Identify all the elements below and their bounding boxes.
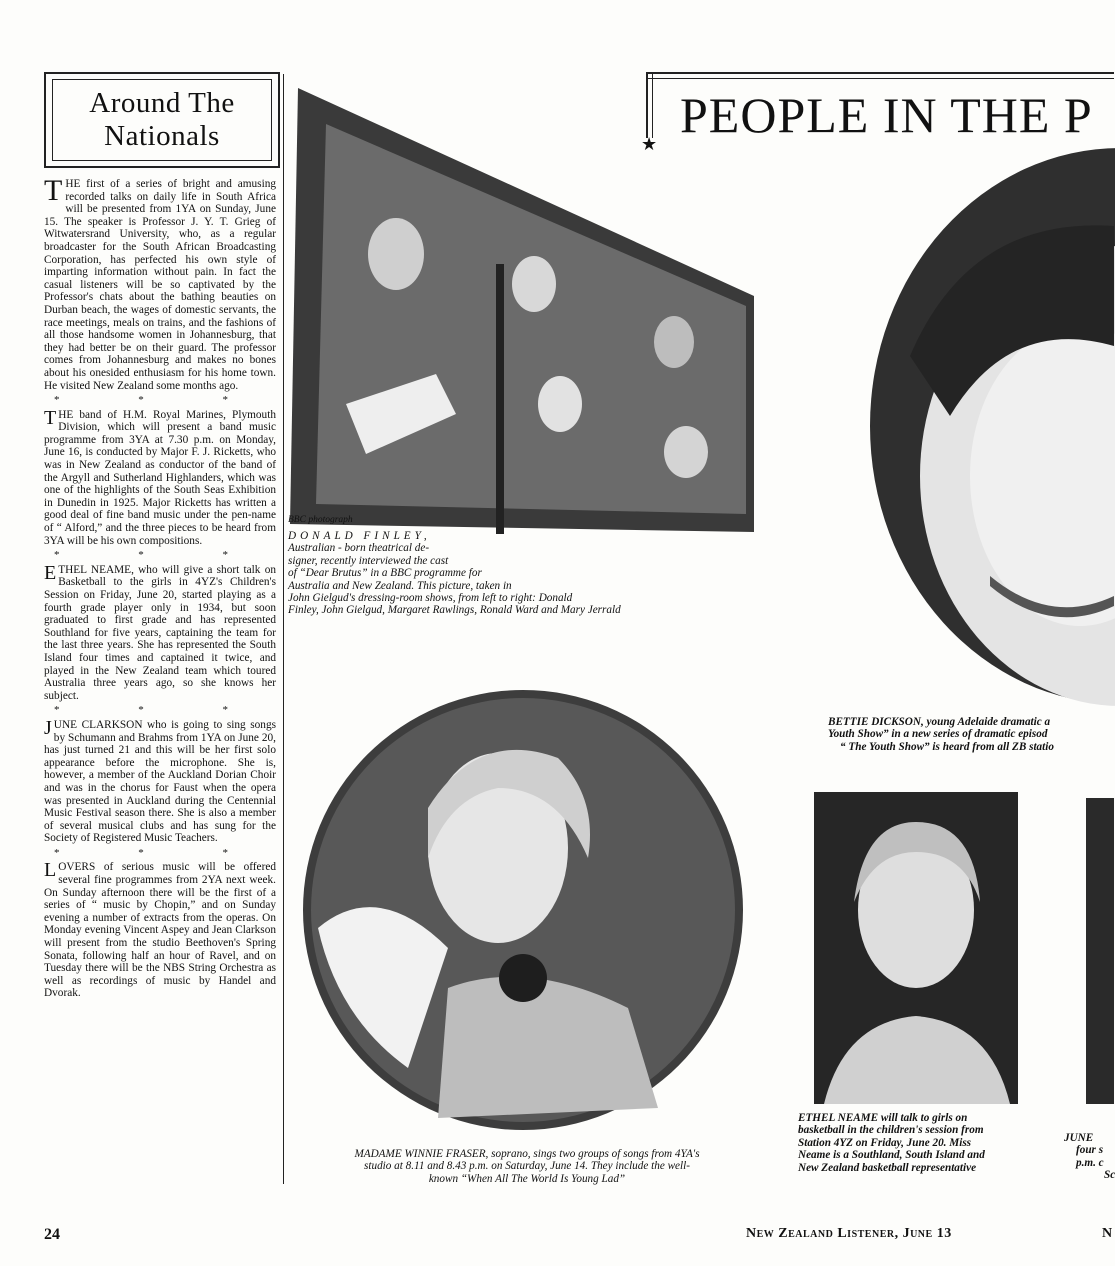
masthead-fragment: N: [1102, 1226, 1113, 1241]
column-heading-box: [44, 72, 280, 168]
caption-line: four s: [1076, 1144, 1104, 1157]
caption-line: JUNE: [1064, 1132, 1094, 1144]
caption-line: Australia and New Zealand. This picture, taken in: [288, 579, 512, 592]
column-item-2: [44, 406, 276, 548]
portrait-ethel-neame: [814, 792, 1018, 1104]
caption-line: Youth Show” in a new series of dramatic episod: [828, 728, 1048, 741]
separator: * * *: [54, 704, 266, 717]
page-title: PEOPLE IN THE P: [680, 87, 1093, 143]
portrait-june-clarkson: [1086, 798, 1114, 1104]
caption-line: basketball in the children's session from: [798, 1124, 984, 1137]
column-item-1: [44, 174, 276, 392]
caption-line: Finley, John Gielgud, Margaret Rawlings, Ronald Ward and Mary Jerrald: [288, 604, 621, 617]
column-body: [44, 174, 276, 1000]
column-divider: [283, 74, 284, 1184]
caption-line: of “Dear Brutus” in a BBC programme for: [288, 567, 482, 580]
drop-cap: T: [44, 406, 57, 429]
caption-line: Australian - born theatrical de-: [288, 542, 430, 555]
drop-cap: L: [44, 859, 57, 882]
column-heading-line1: Around The: [89, 87, 235, 119]
caption-line: ETHEL NEAME will talk to girls on: [798, 1112, 968, 1124]
drop-cap: J: [44, 716, 52, 739]
portrait-bettie-dickson: [850, 156, 1114, 706]
bettie-caption: [828, 716, 1114, 753]
group-photo: [286, 84, 756, 534]
separator: * * *: [54, 549, 266, 562]
caption-line: Sc: [1104, 1169, 1115, 1182]
caption-line: BETTIE DICKSON, young Adelaide dramatic a: [828, 716, 1051, 728]
column-item-5: [44, 861, 276, 1000]
caption-line: New Zealand basketball representative: [798, 1161, 977, 1174]
separator: * * *: [54, 394, 266, 407]
caption-line: p.m. c: [1076, 1156, 1104, 1169]
masthead: New Zealand Listener, June 13: [746, 1226, 952, 1241]
fraser-caption: [292, 1148, 762, 1185]
item-text: UNE CLARKSON who is going to sing songs by Schumann and Brahms from 1YA on June 20, has just turned 21 and this will be her first solo appearance before the microphone. She is, however, a member of the Auckland Dorian Choir and was in the chorus for Faust when the opera was presented in Auckland during the Centennial Music Festival season there. She is also a member of several musical clubs and has sung for the Society of Registered Music Teachers.: [44, 718, 276, 845]
caption-line: known “When All The World Is Young Lad”: [428, 1172, 626, 1185]
column-heading-line2: Nationals: [104, 120, 220, 152]
drop-cap: E: [44, 561, 57, 584]
column-item-3: [44, 561, 276, 703]
star-ornament: ★: [641, 134, 658, 154]
column-item-4: [44, 716, 276, 845]
caption-line: “ The Youth Show” is heard from all ZB statio: [840, 740, 1054, 753]
item-text: HE first of a series of bright and amusing recorded talks on daily life in South Africa will be presented from 1YA on Sunday, June 15. The speaker is Professor J. Y. T. Grieg of Witwatersrand University, who, as a regular broadcaster for the South African Broadcasting Corporation, has perfected his own style of imparting information without pain. In fact the casual listeners will be so captivated by the Professor's chats about the bathing beauties on Durban beach, the wages of domestic servants, the race meetings, meals on trains, and the fashions of all those handsome women in Johannesburg, that they had better be on their guard. The professor comes from Johannesburg and makes no bones about his onesided enthusiasm for his home town. He visited New Zealand some months ago.: [44, 178, 276, 392]
caption-line: Neame is a Southland, South Island and: [798, 1149, 985, 1162]
june-caption: [1064, 1132, 1114, 1182]
separator: * * *: [54, 846, 266, 859]
item-text: THEL NEAME, who will give a short talk on Basketball to the girls in 4YZ's Children's Session on Friday, June 20, started playing as a fourth grade player only in 1934, but soon graduated to first grade and has represented Southland for five years, captaining the team for the last three years. She has represented the South Island four times and captained it twice, and played in the New Zealand team which toured Australia three years ago, so she knows her subject.: [44, 563, 276, 702]
item-text: HE band of H.M. Royal Marines, Plymouth Division, which will present a band music programme from 3YA at 7.30 p.m. on Monday, June 16, is conducted by Major F. J. Ricketts, who was in New Zealand as conductor of the band of the Argyll and Sutherland Highlanders, which was one of the highlights of the South Seas Exhibition in Dunedin in 1925. Major Ricketts has written a good deal of fine band music under the pen-name of “ Alford,” and the three pieces to be heard from 3YA will be his own compositions.: [44, 408, 276, 547]
neame-caption: [798, 1112, 1038, 1174]
caption-line: John Gielgud's dressing-room shows, from left to right: Donald: [288, 592, 573, 605]
caption-line: MADAME WINNIE FRASER, soprano, sings two groups of songs from 4YA's: [354, 1148, 700, 1160]
caption-line: studio at 8.11 and 8.43 p.m. on Saturday, June 14. They include the well-: [364, 1160, 690, 1173]
title-frame: [646, 72, 1114, 79]
caption-name: DONALD FINLEY,: [288, 530, 431, 542]
page-number: 24: [44, 1226, 60, 1243]
caption-line: signer, recently interviewed the cast: [288, 554, 449, 567]
drop-cap: T: [44, 174, 63, 207]
caption-line: Station 4YZ on Friday, June 20. Miss: [798, 1136, 972, 1149]
portrait-winnie-fraser: [298, 688, 748, 1138]
group-photo-caption: [288, 530, 728, 617]
item-text: OVERS of serious music will be offered several fine programmes from 2YA next week. On Sunday afternoon there will be the first of a series of “ music by Chopin,” and on Sunday evening a number of extracts from the operas. On Monday evening Vincent Aspey and Jean Clarkson will present from the studio Beethoven's Spring Sonata, following half an hour of Ravel, and on Tuesday there will be the NBS String Orchestra as well as recordings of music by Handel and Dvorak.: [44, 861, 276, 1000]
photo-credit: BBC photograph: [288, 515, 353, 525]
